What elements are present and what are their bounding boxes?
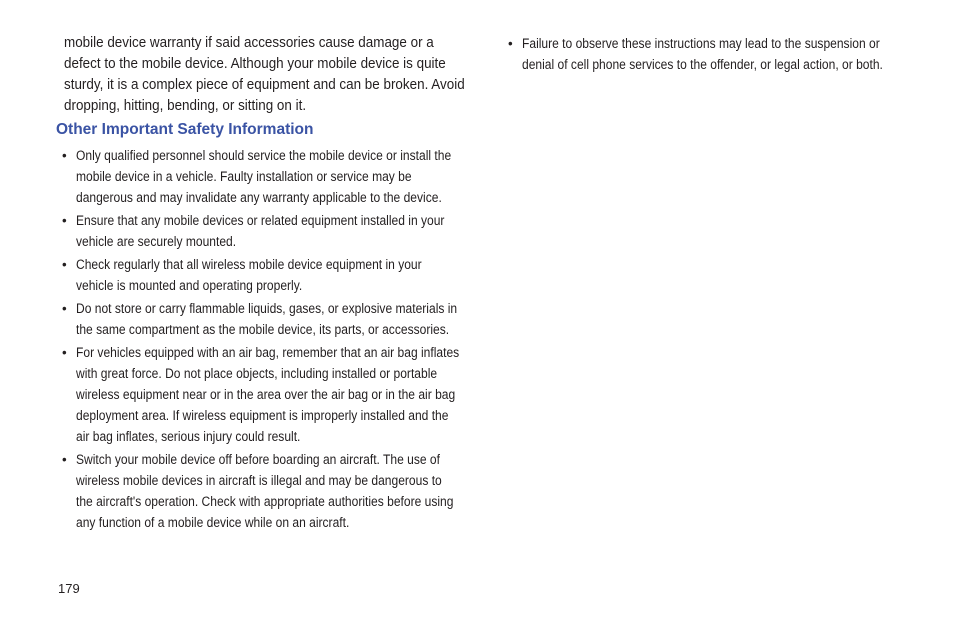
list-item-text: Ensure that any mobile devices or related equipment installed in your vehicle are securely mounted. xyxy=(76,213,445,249)
list-item xyxy=(508,33,908,75)
list-item xyxy=(56,298,466,340)
bullet-icon: • xyxy=(62,452,67,467)
bullet-icon: • xyxy=(508,36,513,51)
page-number: 179 xyxy=(58,581,80,596)
left-column xyxy=(56,33,466,535)
continued-bullet-list xyxy=(508,33,908,75)
bullet-icon: • xyxy=(62,257,67,272)
list-item-text: Check regularly that all wireless mobile device equipment in your vehicle is mounted and operating properly. xyxy=(76,257,422,293)
list-item xyxy=(56,210,466,252)
list-item-text: For vehicles equipped with an air bag, remember that an air bag inflates with great force. Do not place objects, including installed or portable wireless equipment near or in the area over the air bag or in the air bag deployment area. If wireless equipment is improperly installed and the air bag inflates, serious injury could result. xyxy=(76,345,460,444)
intro-paragraph: mobile device warranty if said accessories cause damage or a defect to the mobile device. Although your mobile device is quite sturdy, it is a complex piece of equipment and can be broken. Avoid dropping, hitting, bending, or sitting on it. xyxy=(64,35,465,114)
right-column xyxy=(508,33,908,77)
bullet-icon: • xyxy=(62,213,67,228)
section-heading: Other Important Safety Information xyxy=(56,121,314,138)
list-item-text: Failure to observe these instructions may lead to the suspension or denial of cell phone services to the offender, or legal action, or both. xyxy=(522,36,883,72)
list-item xyxy=(56,145,466,208)
list-item-text: Switch your mobile device off before boarding an aircraft. The use of wireless mobile devices in aircraft is illegal and may be dangerous to the aircraft's operation. Check with appropriate authorities before using any function of a mobile device while on an aircraft. xyxy=(76,452,454,530)
list-item-text: Do not store or carry flammable liquids, gases, or explosive materials in the same compartment as the mobile device, its parts, or accessories. xyxy=(76,301,458,337)
bullet-icon: • xyxy=(62,148,67,163)
safety-bullet-list xyxy=(56,145,466,533)
list-item xyxy=(56,254,466,296)
bullet-icon: • xyxy=(62,345,67,360)
list-item-text: Only qualified personnel should service the mobile device or install the mobile device in a vehicle. Faulty installation or service may be dangerous and may invalidate any warranty applicable to the device. xyxy=(76,148,452,205)
bullet-icon: • xyxy=(62,301,67,316)
list-item xyxy=(56,342,466,447)
list-item xyxy=(56,449,466,533)
